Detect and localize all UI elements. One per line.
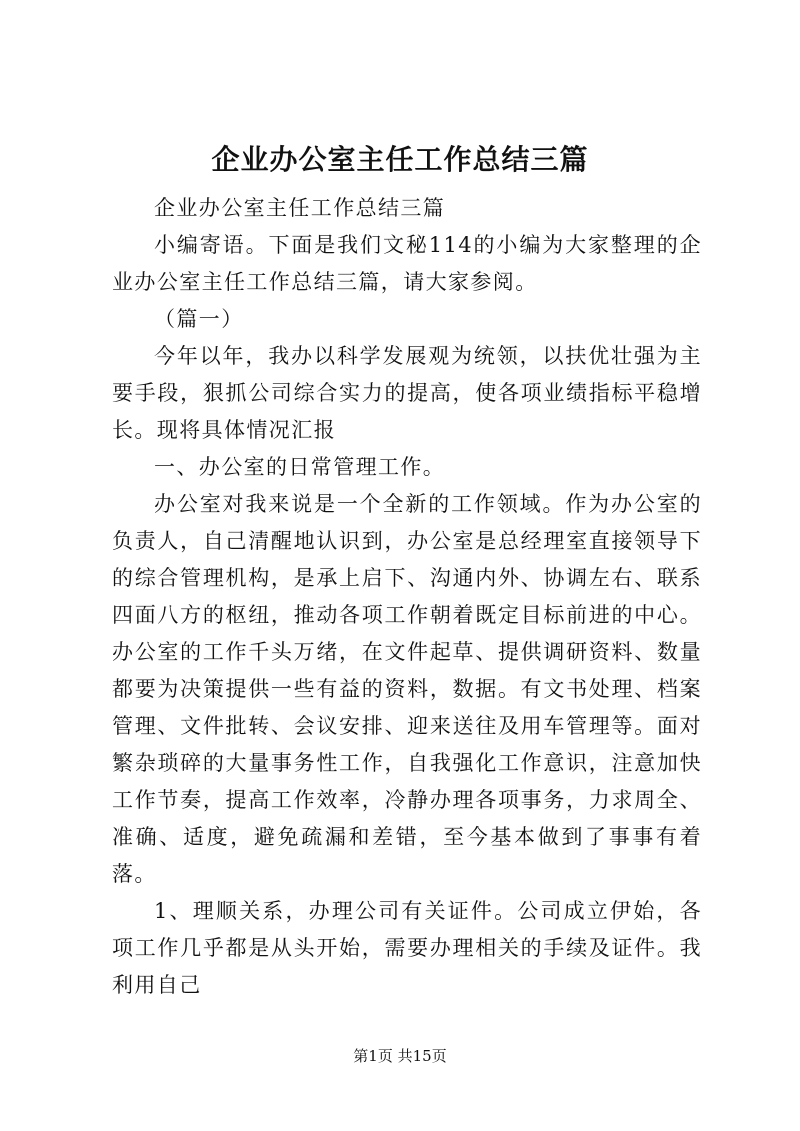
page-footer: 第1页 共15页 — [353, 1047, 447, 1065]
document-title: 企业办公室主任工作总结三篇 — [211, 143, 589, 176]
paragraph-heading-1: 一、办公室的日常管理工作。 — [154, 455, 446, 479]
paragraph-intro: 今年以年，我办以科学发展观为统领，以扶优壮强为主要手段，狠抓公司综合实力的提高，使各项业绩指标平稳增长。现将具体情况汇报 — [112, 344, 702, 442]
paragraph-editor-note: 小编寄语。下面是我们文秘114的小编为大家整理的企业办公室主任工作总结三篇，请大家参阅。 — [112, 233, 702, 294]
document-body — [112, 190, 702, 1004]
paragraph-section-label: （篇一） — [154, 307, 244, 331]
paragraph-office-work: 办公室对我来说是一个全新的工作领域。作为办公室的负责人，自己清醒地认识到，办公室是总经理室直接领导下的综合管理机构，是承上启下、沟通内外、协调左右、联系四面八方的枢纽，推动各项工作朝着既定目标前进的中心。办公室的工作千头万绪，在文件起草、提供调研资料、数量都要为决策提供一些有益的资料，数据。有文书处理、档案管理、文件批转、会议安排、迎来送往及用车管理等。面对繁杂琐碎的大量事务性工作，自我强化工作意识，注意加快工作节奏，提高工作效率，冷静办理各项事务，力求周全、准确、适度，避免疏漏和差错，至今基本做到了事事有着落。 — [112, 492, 702, 886]
paragraph-subtitle: 企业办公室主任工作总结三篇 — [154, 196, 446, 220]
paragraph-item-1: 1、理顺关系，办理公司有关证件。公司成立伊始，各项工作几乎都是从头开始，需要办理相关的手续及证件。我利用自己 — [112, 899, 702, 997]
